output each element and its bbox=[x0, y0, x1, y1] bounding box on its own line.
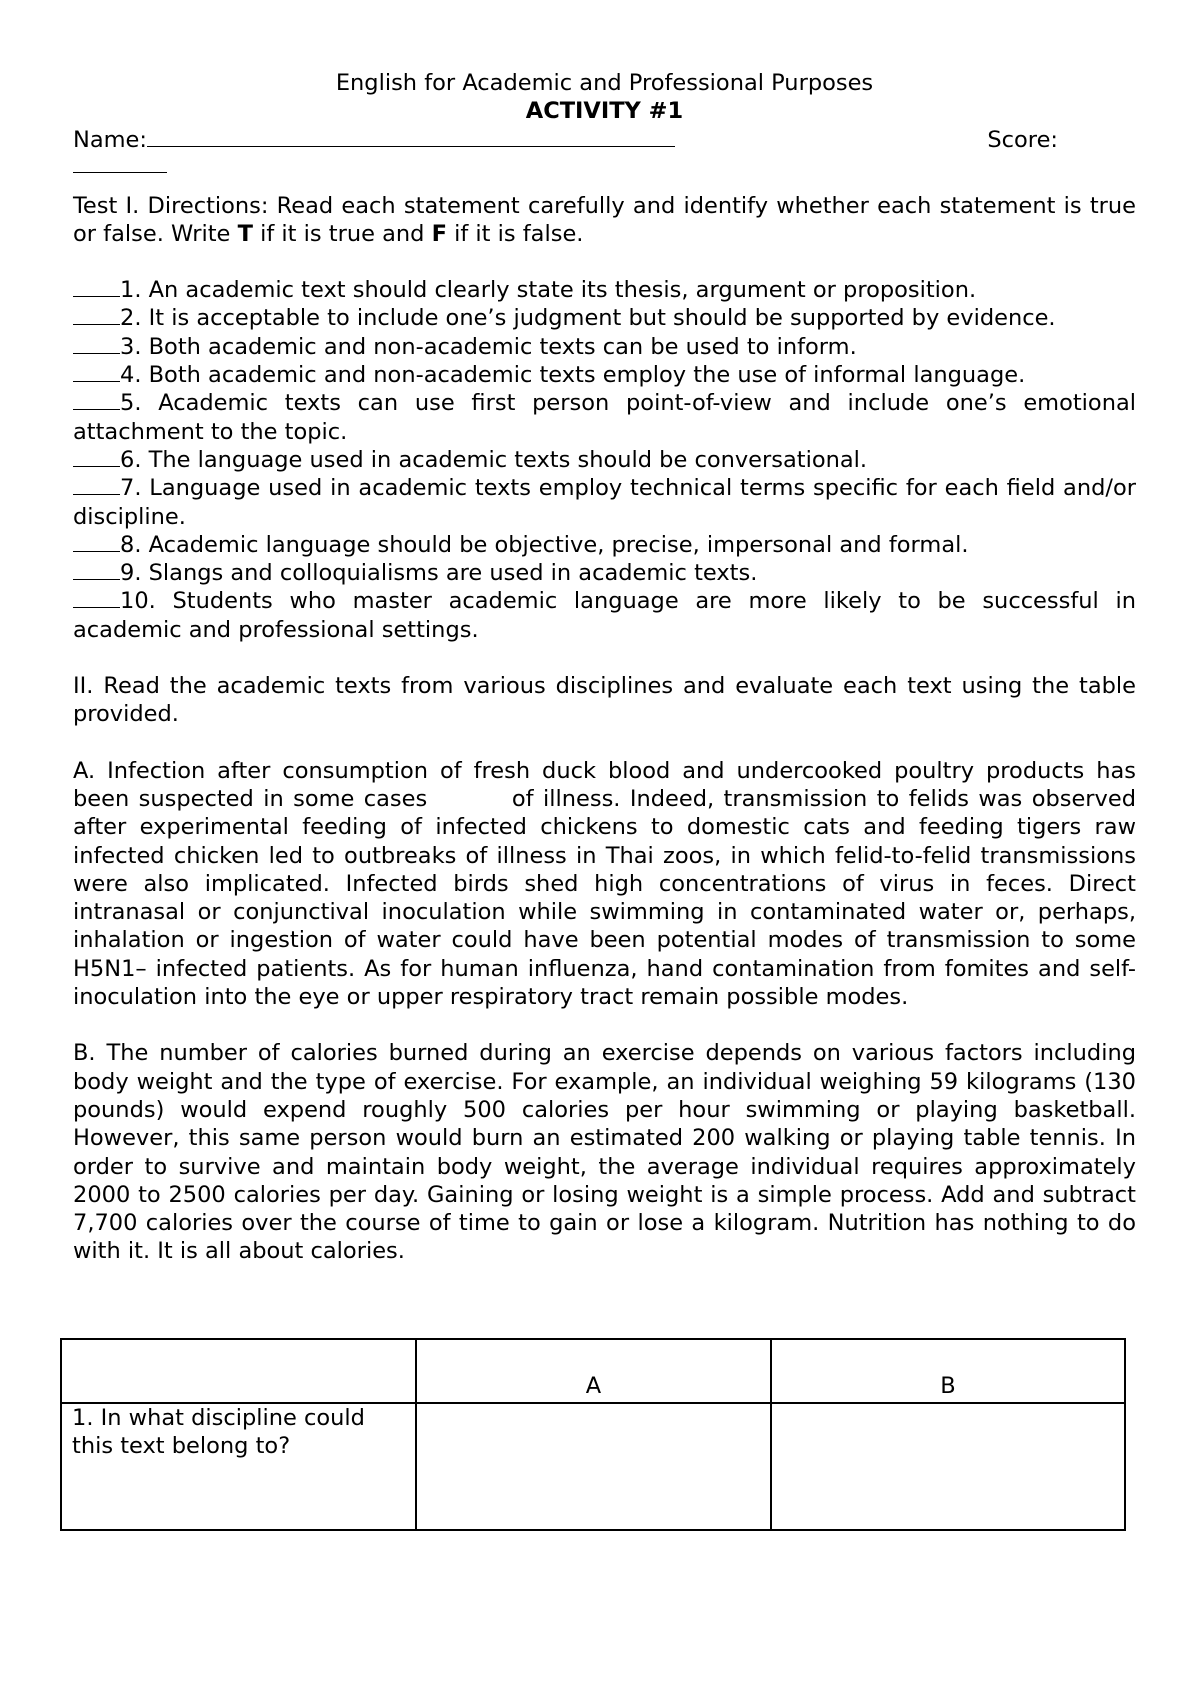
tf-item-text: 5. Academic texts can use first person point-of-view and include one’s emotional attachment to the topic. bbox=[73, 390, 1136, 445]
table-answer-b-cell[interactable] bbox=[771, 1403, 1125, 1530]
answer-blank[interactable] bbox=[73, 304, 120, 325]
tf-item-text: 7. Language used in academic texts employ technical terms specific for each field and/or discipline. bbox=[73, 475, 1136, 530]
false-letter: F bbox=[431, 220, 447, 247]
tf-item-text: 8. Academic language should be objective, precise, impersonal and formal. bbox=[120, 531, 969, 558]
table-header-row bbox=[61, 1339, 1125, 1403]
directions-text-2: if it is true and bbox=[252, 220, 432, 247]
answer-blank[interactable] bbox=[73, 276, 120, 297]
activity-title: ACTIVITY #1 bbox=[525, 98, 684, 125]
table-answer-a-cell[interactable] bbox=[416, 1403, 771, 1530]
tf-item bbox=[73, 446, 1136, 474]
answer-blank[interactable] bbox=[73, 531, 120, 552]
test2-directions: II. Read the academic texts from various disciplines and evaluate each text using the table provided. bbox=[73, 673, 1136, 728]
table-header-a: A bbox=[416, 1339, 771, 1403]
directions-text-3: if it is false. bbox=[446, 220, 584, 247]
score-label: Score: bbox=[987, 126, 1058, 153]
directions-text-1: Test I. Directions: Read each statement carefully and identify whether each statement is true or false. Write bbox=[73, 192, 1136, 247]
answer-blank[interactable] bbox=[73, 333, 120, 354]
name-score-row bbox=[73, 126, 1136, 154]
tf-item bbox=[73, 304, 1136, 332]
test1-directions bbox=[73, 192, 1136, 249]
worksheet-content bbox=[73, 69, 1144, 1266]
true-letter: T bbox=[237, 220, 253, 247]
tf-item-text: 6. The language used in academic texts should be conversational. bbox=[120, 446, 868, 473]
score-field[interactable] bbox=[73, 154, 167, 173]
tf-item bbox=[73, 389, 1136, 446]
course-title: English for Academic and Professional Purposes bbox=[335, 70, 874, 96]
tf-item bbox=[73, 361, 1136, 389]
tf-item bbox=[73, 474, 1136, 531]
name-label: Name: bbox=[73, 126, 147, 153]
name-field[interactable] bbox=[147, 126, 675, 147]
tf-item-text: 9. Slangs and colloquialisms are used in academic texts. bbox=[120, 560, 758, 587]
table-header-empty bbox=[61, 1339, 416, 1403]
tf-item-text: 10. Students who master academic language are more likely to be successful in academic and professional settings. bbox=[73, 588, 1136, 643]
tf-item bbox=[73, 531, 1136, 559]
tf-item bbox=[73, 587, 1136, 644]
answer-blank[interactable] bbox=[73, 559, 120, 580]
tf-item-text: 4. Both academic and non-academic texts employ the use of informal language. bbox=[120, 362, 1026, 389]
true-false-list bbox=[73, 276, 1136, 644]
table-row bbox=[61, 1403, 1125, 1530]
tf-item-text: 1. An academic text should clearly state its thesis, argument or proposition. bbox=[120, 277, 977, 304]
tf-item bbox=[73, 559, 1136, 587]
table-question-cell: 1. In what discipline could this text belong to? bbox=[61, 1403, 416, 1530]
text-b-paragraph: B. The number of calories burned during an exercise depends on various factors including body weight and the type of exercise. For example, an individual weighing 59 kilograms (130 pounds) would expend roughly 500 calories per hour swimming or playing basketball. However, this same person would burn an estimated 200 walking or playing table tennis. In order to survive and maintain body weight, the average individual requires approximately 2000 to 2500 calories per day. Gaining or losing weight is a simple process. Add and subtract 7,700 calories over the course of time to gain or lose a kilogram. Nutrition has nothing to do with it. It is all about calories. bbox=[73, 1040, 1136, 1265]
text-a-paragraph: A. Infection after consumption of fresh duck blood and undercooked poultry products has been suspected in some cases of illness. Indeed, transmission to felids was observed after experimental feeding of infected chickens to domestic cats and feeding tigers raw infected chicken led to outbreaks of illness in Thai zoos, in which felid-to-felid transmissions were also implicated. Infected birds shed high concentrations of virus in feces. Direct intranasal or conjunctival inoculation while swimming in contaminated water or, perhaps, inhalation or ingestion of water could have been potential modes of transmission to some H5N1– infected patients. As for human influenza, hand contamination from fomites and self-inoculation into the eye or upper respiratory tract remain possible modes. bbox=[73, 757, 1144, 1011]
table-header-b: B bbox=[771, 1339, 1125, 1403]
answer-blank[interactable] bbox=[73, 446, 120, 467]
tf-item-text: 2. It is acceptable to include one’s judgment but should be supported by evidence. bbox=[120, 305, 1056, 332]
answer-blank[interactable] bbox=[73, 587, 120, 608]
evaluation-table bbox=[60, 1338, 1126, 1531]
answer-blank[interactable] bbox=[73, 361, 120, 382]
answer-blank[interactable] bbox=[73, 474, 120, 495]
tf-item bbox=[73, 333, 1136, 361]
tf-item-text: 3. Both academic and non-academic texts can be used to inform. bbox=[120, 333, 857, 360]
answer-blank[interactable] bbox=[73, 389, 120, 410]
tf-item bbox=[73, 276, 1136, 304]
